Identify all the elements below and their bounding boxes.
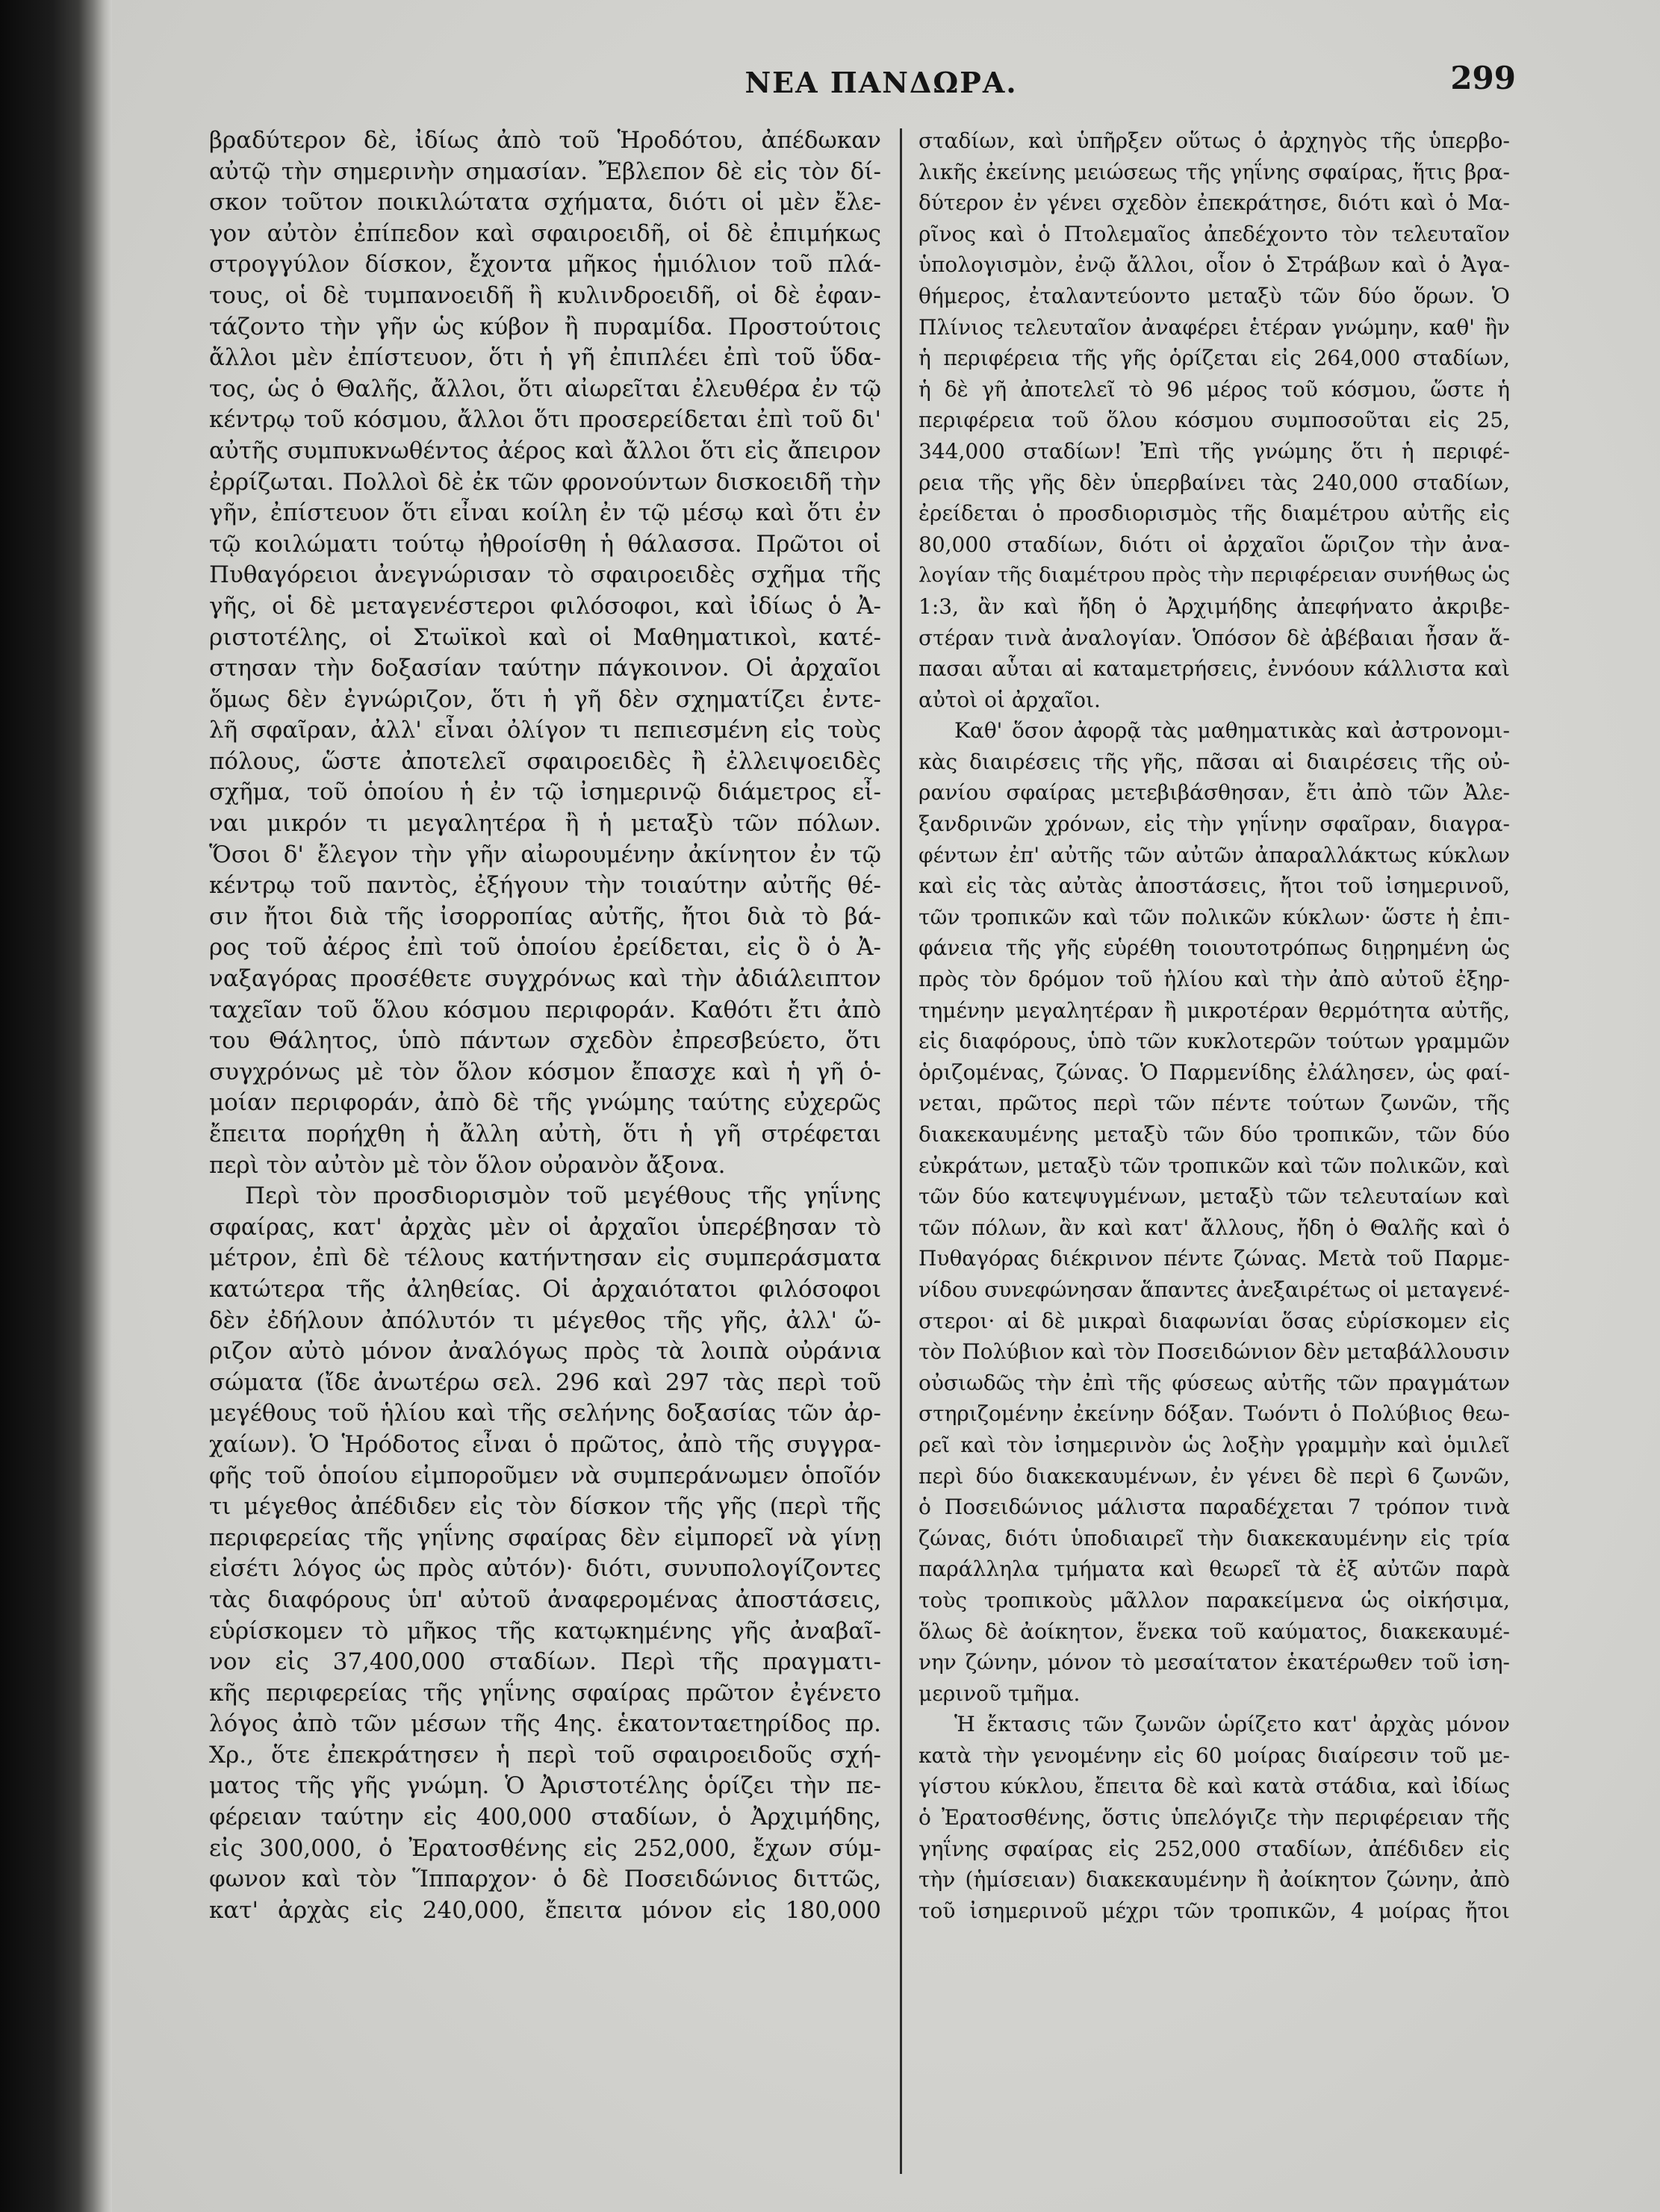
text-line: κατώτερα τῆς ἀληθείας. Οἱ ἀρχαιότατοι φιλόσοφοι	[209, 1275, 881, 1303]
text-line: τημένην μεγαλητέραν ἢ μικροτέραν θερμότητα αὐτῆς,	[918, 997, 1510, 1023]
text-line: στηριζομένην ἐκείνην δόξαν. Τωόντι ὁ Πολύβιος θεω-	[918, 1401, 1510, 1427]
text-line: Καθ' ὅσον ἀφορᾷ τὰς μαθηματικὰς καὶ ἀστρονομι-	[954, 718, 1510, 744]
text-line: μέτρον, ἐπὶ δὲ τέλους κατήντησαν εἰς συμπεράσματα	[209, 1244, 881, 1272]
text-line: του Θάλητος, ὑπὸ πάντων σχεδὸν ἐπρεσβεύετο, ὅτι	[209, 1027, 881, 1055]
text-line: λόγος ἀπὸ τῶν μέσων τῆς 4ης. ἑκατονταετηρίδος πρ.	[209, 1710, 881, 1738]
text-line: φῆς τοῦ ὁποίου εἰμποροῦμεν νὰ συμπεράνωμεν ὁποῖόν	[209, 1462, 881, 1489]
running-header-title: ΝΕΑ ΠΑΝΔΩΡΑ.	[744, 66, 1018, 99]
text-line: εὑρίσκομεν τὸ μῆκος τῆς κατῳκημένης γῆς ἀναβαῖ-	[209, 1617, 881, 1645]
text-line: πόλους, ὥστε ἀποτελεῖ σφαιροειδὲς ἢ ἐλλειψοειδὲς	[209, 747, 881, 775]
text-line: Πλίνιος τελευταῖον ἀναφέρει ἑτέραν γνώμην, καθ' ἣν	[918, 314, 1510, 340]
text-line: εἰς διαφόρους, ὑπὸ τῶν κυκλοτερῶν τούτων γραμμῶν	[918, 1029, 1510, 1054]
text-line: παράλληλα τμήματα καὶ θεωρεῖ τὰ ἐξ αὐτῶν παρὰ	[918, 1557, 1510, 1582]
text-line: στεροι· αἱ δὲ μικραὶ διαφωνίαι ὅσας εὑρίσκομεν εἰς	[918, 1308, 1510, 1333]
text-line: στησαν τὴν δοξασίαν ταύτην πάγκοινον. Οἱ ἀρχαῖοι	[209, 655, 881, 682]
text-line: ναι μικρόν τι μεγαλητέρα ἢ ἡ μεταξὺ τῶν πόλων.	[209, 810, 881, 838]
text-line: ὁ Ποσειδώνιος μάλιστα παραδέχεται 7 τρόπον τινὰ	[918, 1495, 1510, 1520]
text-line: μοίαν περιφοράν, ἀπὸ δὲ τῆς γνώμης ταύτης εὐχερῶς	[209, 1089, 881, 1117]
text-line: τοῦ ἰσημερινοῦ μέχρι τῶν τροπικῶν, 4 μοίρας ἤτοι	[918, 1898, 1510, 1923]
text-line: αὐτῷ τὴν σημερινὴν σημασίαν. Ἔβλεπον δὲ εἰς τὸν δί-	[209, 158, 881, 185]
text-line: ρανίου σφαίρας μετεβιβάσθησαν, ἔτι ἀπὸ τῶν Ἀλε-	[918, 780, 1510, 806]
text-line: τὴν (ἡμίσειαν) διακεκαυμένην ἢ ἀοίκητον ζώνην, ἀπὸ	[918, 1867, 1510, 1892]
text-line: κατ' ἀρχὰς εἰς 240,000, ἔπειτα μόνον εἰς 180,000	[209, 1896, 881, 1924]
text-line: αὐτῆς συμπυκνωθέντος ἀέρος καὶ ἄλλοι ὅτι εἰς ἄπειρον	[209, 437, 881, 464]
text-line: λογίαν τῆς διαμέτρου πρὸς τὴν περιφέρειαν συνήθως ὡς	[918, 563, 1510, 588]
text-line: φάνεια τῆς γῆς εὑρέθη τοιουτοτρόπως διῃρημένη ὡς	[918, 935, 1510, 961]
text-line: Χρ., ὅτε ἐπεκράτησεν ἡ περὶ τοῦ σφαιροειδοῦς σχή-	[209, 1741, 881, 1769]
text-line: αὐτοὶ οἱ ἀρχαῖοι.	[918, 687, 1101, 712]
text-line: κέντρῳ τοῦ κόσμου, ἄλλοι ὅτι προσερείδεται ἐπὶ τοῦ δι'	[209, 406, 881, 434]
text-line: τοὺς τροπικοὺς μᾶλλον παρακείμενα ὡς οἰκήσιμα,	[918, 1587, 1510, 1613]
column-divider-rule	[900, 128, 902, 2174]
text-line: ἔπειτα πορήχθη ἡ ἄλλη αὐτὴ, ὅτι ἡ γῆ στρέφεται	[209, 1121, 881, 1147]
text-line: ὁ Ἐρατοσθένης, ὅστις ὑπελόγιζε τὴν περιφέρειαν τῆς	[918, 1805, 1510, 1831]
text-line: φωνον καὶ τὸν Ἵππαρχον· ὁ δὲ Ποσειδώνιος διττῶς,	[209, 1866, 881, 1893]
text-line: ναξαγόρας προσέθετε συγχρόνως καὶ τὴν ἀδιάλειπτον	[209, 965, 881, 993]
text-line: γον αὐτὸν ἐπίπεδον καὶ σφαιροειδῆ, οἱ δὲ ἐπιμήκως	[209, 219, 881, 247]
text-line: νίδου συνεφώνησαν ἅπαντες ἀνεξαιρέτως οἱ μεταγενέ-	[918, 1277, 1510, 1302]
text-line: Ἡ ἔκτασις τῶν ζωνῶν ὡρίζετο κατ' ἀρχὰς μόνον	[954, 1712, 1510, 1737]
text-line: ὅλως δὲ ἀοίκητον, ἕνεκα τοῦ καύματος, διακεκαυμέ-	[918, 1619, 1510, 1644]
page-number: 299	[1450, 60, 1516, 96]
text-line: τῶν δύο κατεψυγμένων, μεταξὺ τῶν τελευταίων καὶ	[918, 1184, 1510, 1209]
text-line: θήμερος, ἐταλαντεύοντο μεταξὺ τῶν δύο ὅρων. Ὁ	[918, 283, 1510, 308]
text-line: ριστοτέλης, οἱ Στωϊκοὶ καὶ οἱ Μαθηματικοὶ, κατέ-	[209, 623, 881, 651]
text-line: συγχρόνως μὲ τὸν ὅλον κόσμον ἔπασχε καὶ ἡ γῆ ὁ-	[209, 1058, 881, 1085]
text-line: ρῖνος καὶ ὁ Πτολεμαῖος ἀπεδέχοντο τὸν τελευταῖον	[918, 221, 1510, 246]
text-line: ὁριζομένας, ζώνας. Ὁ Παρμενίδης ἐλάλησεν, ὡς φαί-	[918, 1059, 1510, 1085]
text-line: ἐρρίζωται. Πολλοὶ δὲ ἐκ τῶν φρονούντων δισκοειδῆ τὴν	[209, 468, 881, 496]
text-line: τῷ κοιλώματι τούτῳ ἠθροίσθη ἡ θάλασσα. Πρῶτοι οἱ	[209, 530, 881, 558]
text-line: κῆς περιφερείας τῆς γηΐνης σφαίρας πρῶτον ἐγένετο	[209, 1679, 881, 1707]
text-line: οὐσιωδῶς τὴν ἐπὶ τῆς φύσεως αὐτῆς τῶν πραγμάτων	[918, 1370, 1510, 1395]
text-line: γῆς, οἱ δὲ μεταγενέστεροι φιλόσοφοι, καὶ ἰδίως ὁ Ἀ-	[209, 592, 881, 620]
text-line: ὅμως δὲν ἐγνώριζον, ὅτι ἡ γῆ δὲν σχηματίζει ἐντε-	[209, 685, 881, 713]
text-line: λῆ σφαῖραν, ἀλλ' εἶναι ὀλίγον τι πεπιεσμένη εἰς τοὺς	[209, 717, 881, 744]
text-line: ἐρείδεται ὁ προσδιορισμὸς τῆς διαμέτρου αὐτῆς εἰς	[918, 501, 1510, 526]
text-line: ζώνας, διότι ὑποδιαιρεῖ τὴν διακεκαυμένην εἰς τρία	[918, 1525, 1510, 1551]
text-line: ριζον αὐτὸ μόνον ἀναλόγως πρὸς τὰ λοιπὰ οὐράνια	[209, 1338, 881, 1365]
text-line: περιφερείας τῆς γηΐνης σφαίρας δὲν εἰμπορεῖ νὰ γίνῃ	[209, 1524, 881, 1551]
text-line: 80,000 σταδίων, διότι οἱ ἀρχαῖοι ὥριζον τὴν ἀνα-	[918, 532, 1510, 557]
text-line: πρὸς τὸν δρόμον τοῦ ἡλίου καὶ τὴν ἀπὸ αὐτοῦ ἐξηρ-	[918, 967, 1510, 992]
text-line: ρος τοῦ ἀέρος ἐπὶ τοῦ ὁποίου ἐρείδεται, εἰς ὃ ὁ Ἀ-	[209, 934, 881, 962]
text-line: τῶν πόλων, ἂν καὶ κατ' ἄλλους, ἤδη ὁ Θαλῆς καὶ ὁ	[918, 1215, 1510, 1240]
text-line: ταχεῖαν τοῦ ὅλου κόσμου περιφοράν. Καθότι ἔτι ἀπὸ	[209, 996, 881, 1024]
text-line: στρογγύλον δίσκον, ἔχοντα μῆκος ἡμιόλιον τοῦ πλά-	[209, 251, 881, 278]
text-line: σώματα (ἴδε ἀνωτέρω σελ. 296 καὶ 297 τὰς περὶ τοῦ	[209, 1368, 881, 1396]
text-line: διακεκαυμένης μεταξὺ τῶν δύο τροπικῶν, τῶν δύο	[918, 1122, 1510, 1147]
text-line: περὶ δύο διακεκαυμένων, ἐν γένει δὲ περὶ 6 ζωνῶν,	[918, 1463, 1510, 1489]
text-line: ρεια τῆς γῆς δὲν ὑπερβαίνει τὰς 240,000 σταδίων,	[918, 470, 1510, 495]
text-line: κέντρῳ τοῦ παντὸς, ἐξήγουν τὴν τοιαύτην αὐτῆς θέ-	[209, 872, 881, 900]
text-line: σφαίρας, κατ' ἀρχὰς μὲν οἱ ἀρχαῖοι ὑπερέβησαν τὸ	[209, 1213, 881, 1241]
text-line: τὰς διαφόρους ὑπ' αὐτοῦ ἀναφερομένας ἀποστάσεις,	[209, 1586, 881, 1613]
text-line: εἰσέτι λόγος ὡς πρὸς αὐτόν)· διότι, συνυπολογίζοντες	[209, 1555, 881, 1583]
text-line: Περὶ τὸν προσδιορισμὸν τοῦ μεγέθους τῆς γηΐνης	[245, 1183, 881, 1210]
text-line: δὲν ἐδήλουν ἀπόλυτόν τι μέγεθος τῆς γῆς, ἀλλ' ὥ-	[209, 1306, 881, 1334]
text-line: βραδύτερον δὲ, ἰδίως ἀπὸ τοῦ Ἡροδότου, ἀπέδωκαν	[209, 127, 881, 154]
text-line: ὑπολογισμὸν, ἐνῷ ἄλλοι, οἷον ὁ Στράβων καὶ ὁ Ἀγα-	[918, 252, 1510, 278]
text-line: γηΐνης σφαίρας εἰς 252,000 σταδίων, ἀπέδιδεν εἰς	[918, 1836, 1510, 1861]
text-line: τος, ὡς ὁ Θαλῆς, ἄλλοι, ὅτι αἰωρεῖται ἐλευθέρα ἐν τῷ	[209, 375, 881, 402]
text-line: περιφέρεια τοῦ ὅλου κόσμου συμποσοῦται εἰς 25,	[918, 408, 1510, 433]
left-text-column	[209, 125, 881, 1926]
text-line: δύτερον ἐν γένει σχεδὸν ἐπεκράτησε, διότι καὶ ὁ Μα-	[918, 190, 1510, 216]
text-line: χαίων). Ὁ Ἡρόδοτος εἶναι ὁ πρῶτος, ἀπὸ τῆς συγγρα-	[209, 1430, 881, 1458]
text-line: Πυθαγόρειοι ἀνεγνώρισαν τὸ σφαιροειδὲς σχῆμα τῆς	[209, 561, 881, 589]
text-line: ξανδρινῶν χρόνων, εἰς τὴν γηΐνην σφαῖραν, διαγρα-	[918, 811, 1510, 837]
text-line: περὶ τὸν αὐτὸν μὲ τὸν ὅλον οὐρανὸν ἄξονα.	[209, 1151, 726, 1179]
text-line: Ὅσοι δ' ἔλεγον τὴν γῆν αἰωρουμένην ἀκίνητον ἐν τῷ	[209, 841, 881, 868]
text-line: ἡ περιφέρεια τῆς γῆς ὁρίζεται εἰς 264,000 σταδίων,	[918, 346, 1510, 371]
text-line: ἄλλοι μὲν ἐπίστευον, ὅτι ἡ γῆ ἐπιπλέει ἐπὶ τοῦ ὕδα-	[209, 344, 881, 372]
text-line: 344,000 σταδίων! Ἐπὶ τῆς γνώμης ὅτι ἡ περιφέ-	[918, 438, 1510, 464]
text-line: φέρειαν ταύτην εἰς 400,000 σταδίων, ὁ Ἀρχιμήδης,	[209, 1804, 881, 1831]
text-line: τους, οἱ δὲ τυμπανοειδῆ ἢ κυλινδροειδῆ, οἱ δὲ ἐφαν-	[209, 281, 881, 309]
text-line: τῶν τροπικῶν καὶ τῶν πολικῶν κύκλων· ὥστε ἡ ἐπι-	[918, 904, 1510, 929]
text-line: γῆν, ἐπίστευον ὅτι εἶναι κοίλη ἐν τῷ μέσῳ καὶ ὅτι ἐν	[209, 499, 881, 527]
text-line: λικῆς ἐκείνης μειώσεως τῆς γηΐνης σφαίρας, ἥτις βρα-	[918, 159, 1510, 184]
text-line: μερινοῦ τμῆμα.	[918, 1680, 1081, 1706]
text-line: νην ζώνην, μόνον τὸ μεσαίτατον ἑκατέρωθεν τοῦ ἰση-	[918, 1650, 1510, 1675]
text-line: μεγέθους τοῦ ἡλίου καὶ τῆς σελήνης δοξασίας τῶν ἀρ-	[209, 1400, 881, 1427]
text-line: σιν ἤτοι διὰ τῆς ἰσορροπίας αὐτῆς, ἤτοι διὰ τὸ βά-	[209, 903, 881, 930]
text-line: φέντων ἐπ' αὐτῆς τῶν αὐτῶν ἀπαραλλάκτως κύκλων	[918, 842, 1510, 867]
text-line: νεται, πρῶτος περὶ τῶν πέντε τούτων ζωνῶν, τῆς	[918, 1091, 1510, 1116]
text-line: Πυθαγόρας διέκρινον πέντε ζώνας. Μετὰ τοῦ Παρμε-	[918, 1246, 1510, 1271]
text-line: ἡ δὲ γῆ ἀποτελεῖ τὸ 96 μέρος τοῦ κόσμου, ὥστε ἡ	[918, 376, 1510, 402]
text-line: 1:3, ἂν καὶ ἤδη ὁ Ἀρχιμήδης ἀπεφήνατο ἀκριβε-	[918, 593, 1510, 619]
text-line: κατὰ τὴν γενομένην εἰς 60 μοίρας διαίρεσιν τοῦ με-	[918, 1742, 1510, 1768]
text-line: στέραν τινὰ ἀναλογίαν. Ὁπόσον δὲ ἀβέβαιαι ἦσαν ἅ-	[918, 625, 1510, 650]
text-line: κὰς διαιρέσεις τῆς γῆς, πᾶσαι αἱ διαιρέσεις τῆς οὐ-	[918, 749, 1510, 774]
text-line: γίστου κύκλου, ἔπειτα δὲ καὶ κατὰ στάδια, καὶ ἰδίως	[918, 1774, 1510, 1799]
text-line: σχῆμα, τοῦ ὁποίου ἡ ἐν τῷ ἰσημερινῷ διάμετρος εἶ-	[209, 779, 881, 806]
text-line: ρεῖ καὶ τὸν ἰσημερινὸν ὡς λοξὴν γραμμὴν καὶ ὁμιλεῖ	[918, 1432, 1510, 1457]
text-line: πασαι αὗται αἱ καταμετρήσεις, ἐννόουν κάλλιστα καὶ	[918, 656, 1510, 682]
text-line: σταδίων, καὶ ὑπῆρξεν οὕτως ὁ ἀρχηγὸς τῆς ὑπερβο-	[918, 128, 1510, 153]
text-line: σκον τοῦτον ποικιλώτατα σχήματα, διότι οἱ μὲν ἔλε-	[209, 189, 881, 216]
book-binding-shadow	[0, 0, 112, 2212]
text-line: τάζοντο τὴν γῆν ὡς κύβον ἢ πυραμίδα. Προστούτοις	[209, 313, 881, 340]
text-line: τι μέγεθος ἀπέδιδεν εἰς τὸν δίσκον τῆς γῆς (περὶ τῆς	[209, 1493, 881, 1521]
text-line: τὸν Πολύβιον καὶ τὸν Ποσειδώνιον δὲν μεταβάλλουσιν	[918, 1339, 1510, 1365]
text-line: νον εἰς 37,400,000 σταδίων. Περὶ τῆς πραγματι-	[209, 1648, 881, 1676]
text-line: ματος τῆς γῆς γνώμη. Ὁ Ἀριστοτέλης ὁρίζει τὴν πε-	[209, 1772, 881, 1800]
text-line: εἰς 300,000, ὁ Ἐρατοσθένης εἰς 252,000, ἔχων σύμ-	[209, 1834, 881, 1862]
right-text-column	[918, 125, 1510, 1926]
text-line: καὶ εἰς τὰς αὐτὰς ἀποστάσεις, ἤτοι τοῦ ἰσημερινοῦ,	[918, 873, 1510, 899]
text-line: εὐκράτων, μεταξὺ τῶν τροπικῶν καὶ τῶν πολικῶν, καὶ	[918, 1153, 1510, 1178]
